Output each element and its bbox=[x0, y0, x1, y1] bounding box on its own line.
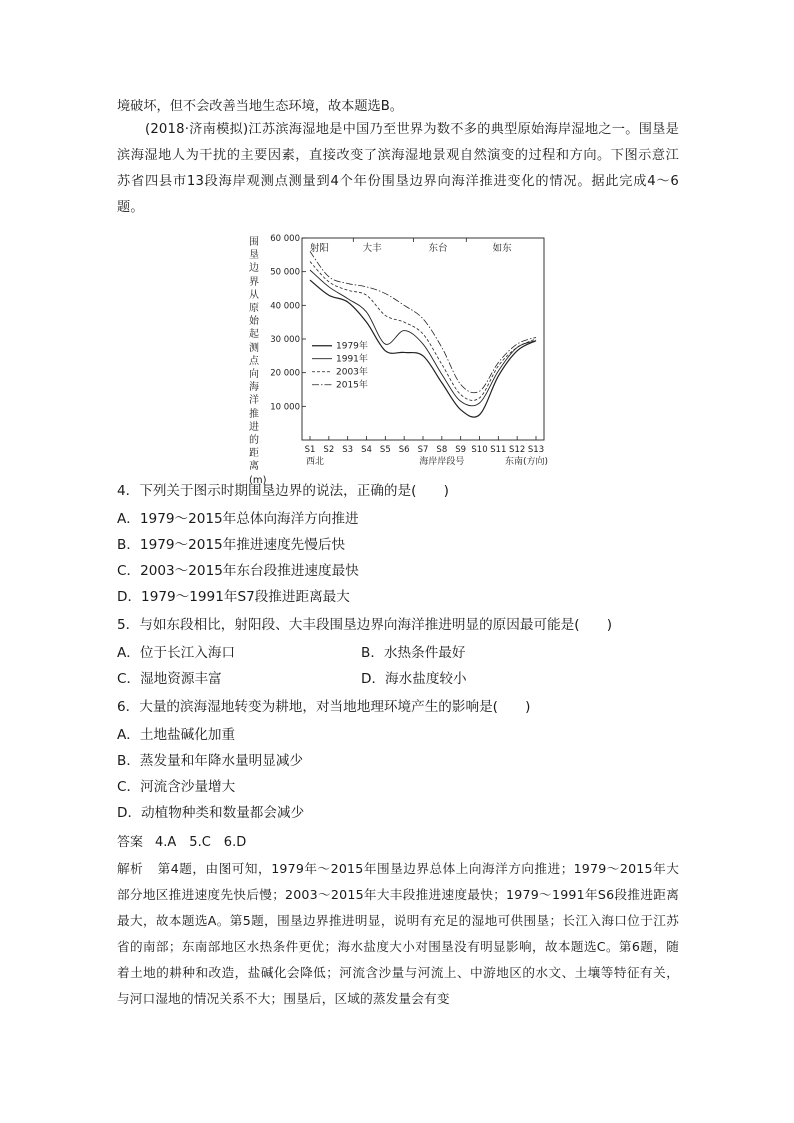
x-tick-label: S3 bbox=[342, 445, 354, 455]
q5-option-b: B．水热条件最好 bbox=[361, 645, 466, 661]
region-label: 东台 bbox=[428, 243, 448, 254]
q4-option-a: A．1979～2015年总体向海洋方向推进 bbox=[117, 511, 359, 527]
legend-label: 2015年 bbox=[336, 380, 368, 391]
x-tick-label: S4 bbox=[361, 445, 372, 455]
q6-option-c: C．河流含沙量增大 bbox=[117, 779, 236, 795]
answer-line bbox=[117, 831, 246, 850]
q4-option-d: D．1979～1991年S7段推进距离最大 bbox=[117, 589, 350, 605]
x-tick-label: S5 bbox=[379, 445, 391, 455]
y-tick-label: 10 000 bbox=[270, 402, 300, 413]
answer-text: 4.A 5.C 6.D bbox=[155, 835, 247, 850]
x-tick-label: S10 bbox=[471, 445, 488, 455]
legend-label: 1979年 bbox=[336, 341, 368, 352]
q6-option-d: D．动植物种类和数量都会减少 bbox=[117, 805, 305, 821]
q4-option-c: C．2003～2015年东台段推进速度最快 bbox=[117, 563, 359, 579]
y-tick-label: 20 000 bbox=[270, 368, 300, 379]
x-tick-label: S11 bbox=[490, 445, 507, 455]
y-tick-label: 30 000 bbox=[270, 335, 300, 345]
x-tick-label: S8 bbox=[436, 445, 448, 455]
question-6: 6．大量的滨海湿地转变为耕地，对当地地理环境产生的影响是( ) bbox=[117, 699, 531, 715]
x-right-direction-label: 东南(方向) bbox=[504, 457, 548, 467]
region-label: 大丰 bbox=[362, 243, 382, 254]
q6-option-a: A．土地盐碱化加重 bbox=[117, 727, 236, 743]
question-4: 4．下列关于图示时期围垦边界的说法，正确的是( ) bbox=[117, 483, 449, 499]
x-tick-label: S7 bbox=[417, 445, 429, 455]
legend-label: 2003年 bbox=[336, 367, 368, 378]
analysis-label: 解析 bbox=[117, 861, 144, 876]
analysis-text: 第4题，由图可知，1979年～2015年围垦边界总体上向海洋方向推进；1979～2015年大部分地区推进速度先快后慢；2003～2015年大丰段推进速度最快；1979～1991年S6段推进距离最大，故本题选A。第5题，围垦边界推进明显，说明有充足的湿地可供围垦；长江入海口位于江苏省的南部；东南部地区水热条件更优；海水盐度大小对围垦没有明显影响，故本题选C。第6题，随着土地的耕种和改造，盐碱化会降低；河流含沙量与河流上、中游地区的水文、土壤等特征有关，与河口湿地的情况关系不大；围垦后，区域的蒸发量会有变 bbox=[117, 861, 679, 1006]
intro-paragraph: (2018·济南模拟)江苏滨海湿地是中国乃至世界为数不多的典型原始海岸湿地之一。围垦是滨海湿地人为干扰的主要因素，直接改变了滨海湿地景观自然演变的过程和方向。下图示意江苏省四县市13段海岸观测点测量到4个年份围垦边界向海洋推进变化的情况。据此完成4～6题。 bbox=[117, 122, 679, 215]
x-tick-label: S6 bbox=[398, 445, 410, 455]
q5-option-a: A．位于长江入海口 bbox=[117, 645, 236, 661]
y-tick-label: 40 000 bbox=[270, 301, 300, 312]
x-left-direction-label: 西北 bbox=[306, 457, 325, 467]
x-tick-label: S13 bbox=[527, 445, 545, 455]
answer-label: 答案 bbox=[117, 835, 144, 850]
analysis-paragraph bbox=[117, 856, 679, 1012]
coastline-chart bbox=[245, 228, 555, 473]
y-tick-label: 60 000 bbox=[270, 234, 300, 244]
x-axis-label: 海岸岸段号 bbox=[419, 457, 465, 467]
q5-option-c: C．湿地资源丰富 bbox=[117, 671, 222, 687]
y-tick-label: 50 000 bbox=[270, 267, 300, 278]
intro-line: 境破坏，但不会改善当地生态环境，故本题选B。 bbox=[117, 99, 403, 114]
q4-option-b: B．1979～2015年推进速度先慢后快 bbox=[117, 537, 346, 553]
chart-y-axis-label: 围垦边界从原始起测点向海洋推进的距离(m) bbox=[249, 237, 267, 486]
region-label: 如东 bbox=[492, 243, 512, 254]
legend-label: 1991年 bbox=[336, 354, 368, 365]
question-5: 5．与如东段相比，射阳段、大丰段围垦边界向海洋推进明显的原因最可能是( ) bbox=[117, 617, 613, 633]
region-label: 射阳 bbox=[309, 243, 329, 254]
x-tick-label: S1 bbox=[304, 445, 316, 455]
x-tick-label: S2 bbox=[323, 445, 335, 455]
x-tick-label: S12 bbox=[509, 445, 526, 455]
x-tick-label: S9 bbox=[455, 445, 467, 455]
q6-option-b: B．蒸发量和年降水量明显减少 bbox=[117, 753, 304, 769]
plot-frame bbox=[302, 238, 544, 440]
q5-option-d: D．海水盐度较小 bbox=[361, 671, 467, 687]
